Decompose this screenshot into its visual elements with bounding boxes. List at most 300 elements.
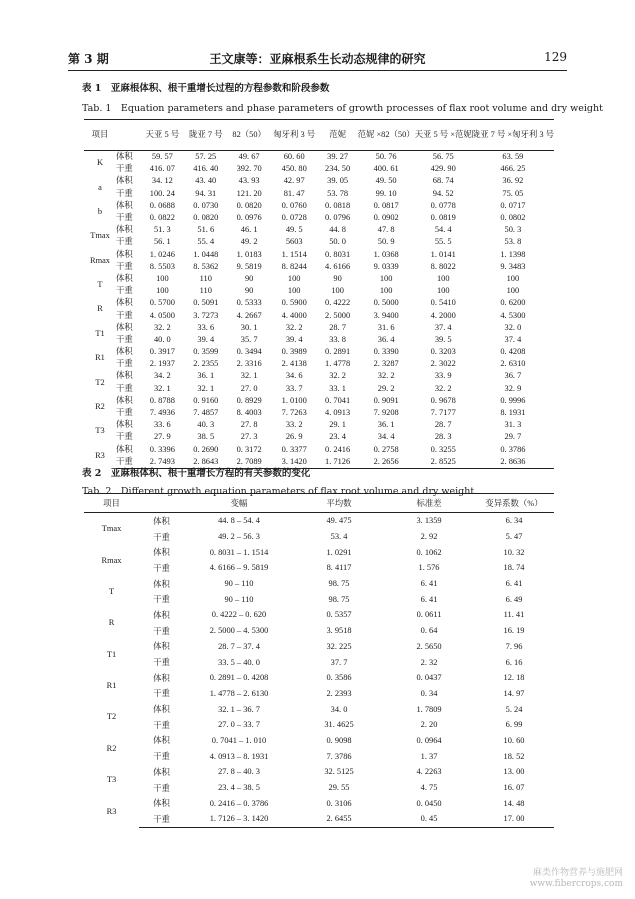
table-row [84, 623, 554, 639]
value-cell: 23. 4 – 38. 5 [218, 783, 260, 793]
value-cell: 0. 0820 [236, 200, 262, 210]
value-cell: 31. 6 [377, 322, 395, 332]
value-cell: 0. 0437 [416, 673, 442, 683]
value-cell: 0. 2690 [193, 444, 219, 454]
value-cell: 55. 4 [197, 237, 215, 247]
value-cell: 2. 2393 [326, 688, 352, 698]
value-cell: 1. 1514 [281, 249, 307, 259]
value-cell: 37. 4 [504, 334, 522, 344]
value-cell: 2. 7089 [227, 456, 270, 469]
value-cell: 39. 27 [327, 152, 349, 162]
value-cell: 63. 59 [502, 152, 524, 162]
value-cell: 32. 9 [504, 383, 522, 393]
value-cell: 27. 0 [240, 383, 258, 393]
table-row [84, 370, 554, 382]
value-cell: 0. 5357 [326, 610, 352, 620]
value-cell: 8. 1931 [500, 408, 526, 418]
value-cell: 0. 8031 – 1. 1514 [209, 547, 269, 557]
value-cell: 0. 0822 [149, 213, 175, 223]
value-cell: 12. 18 [503, 673, 525, 683]
table1-caption-cn: 表 1 亚麻根体积、根干重增长过程的方程参数和阶段参数 [82, 83, 330, 94]
value-cell: 14. 48 [503, 798, 525, 808]
value-cell: 4. 0913 [325, 408, 351, 418]
table-row [84, 560, 554, 576]
value-cell: 94. 31 [195, 188, 217, 198]
param-cell: Tmax [90, 231, 110, 241]
table-row [84, 576, 554, 592]
value-cell: 7. 4857 [193, 408, 219, 418]
value-cell: 0. 3203 [430, 347, 456, 357]
value-cell: 8. 4117 [326, 563, 352, 573]
value-cell: 28. 7 – 37. 4 [218, 641, 260, 651]
value-cell: 32. 1 [197, 383, 215, 393]
table-row [84, 748, 554, 764]
value-cell: 8. 8022 [430, 261, 456, 271]
sub-cell: 体积 [115, 371, 133, 381]
param-cell: T2 [106, 712, 117, 722]
sub-cell: 体积 [153, 767, 170, 777]
sub-cell: 干重 [115, 432, 133, 442]
value-cell: 40. 0 [153, 334, 171, 344]
value-cell: 100. 24 [149, 188, 175, 198]
value-cell: 0. 9678 [430, 395, 456, 405]
value-cell: 2. 8636 [472, 456, 554, 469]
watermark-line2: www.fibercrops.com [529, 879, 623, 889]
sub-cell: 体积 [115, 176, 133, 186]
param-cell: R1 [106, 681, 117, 691]
value-cell: 0. 2891 [325, 347, 351, 357]
value-cell: 3. 1359 [416, 516, 442, 526]
value-cell: 234. 50 [325, 164, 351, 174]
value-cell: 56. 75 [432, 152, 454, 162]
value-cell: 392. 70 [236, 164, 262, 174]
value-cell: 1. 7126 – 3. 1420 [184, 811, 294, 827]
value-cell: 32. 1 [153, 383, 171, 393]
sub-cell: 体积 [115, 395, 133, 405]
table-row [84, 334, 554, 346]
param-cell: R3 [95, 450, 105, 460]
value-cell: 1. 0141 [430, 249, 456, 259]
value-cell: 43. 40 [195, 176, 217, 186]
value-cell: 10. 60 [503, 735, 525, 745]
header-cell: 范妮 ×82（50） [358, 120, 415, 151]
value-cell: 2. 6455 [294, 811, 384, 827]
value-cell: 0. 0902 [373, 213, 399, 223]
header-rule [68, 70, 567, 71]
value-cell: 50. 0 [329, 237, 346, 247]
sub-cell: 体积 [115, 225, 133, 235]
header-cell: 82（50） [227, 120, 270, 151]
sub-cell: 干重 [115, 408, 133, 418]
table-row [84, 444, 554, 456]
param-cell: K [96, 158, 104, 168]
value-cell: 28. 7 [434, 420, 452, 430]
value-cell: 1. 1398 [500, 249, 526, 259]
value-cell: 100 [331, 286, 344, 296]
value-cell: 8. 8244 [281, 261, 307, 271]
value-cell: 416. 40 [193, 164, 219, 174]
table-row [84, 212, 554, 224]
value-cell: 18. 52 [503, 751, 525, 761]
header-cell: 平均数 [294, 494, 384, 513]
value-cell: 28. 3 [434, 432, 452, 442]
value-cell: 1. 0100 [281, 395, 307, 405]
value-cell: 0. 0976 [236, 213, 262, 223]
param-cell: R1 [95, 353, 105, 363]
sub-cell: 体积 [115, 200, 133, 210]
value-cell: 68. 74 [432, 176, 454, 186]
value-cell: 17. 00 [474, 811, 554, 827]
watermark [530, 868, 623, 890]
table-row [84, 670, 554, 686]
value-cell: 100 [156, 286, 169, 296]
value-cell: 49. 67 [238, 152, 260, 162]
value-cell: 36. 1 [197, 371, 215, 381]
sub-cell: 干重 [153, 563, 170, 573]
value-cell: 2. 5650 [416, 641, 442, 651]
value-cell: 5603 [285, 237, 303, 247]
value-cell: 57. 25 [195, 152, 217, 162]
value-cell: 0. 0450 [416, 798, 442, 808]
value-cell: 33. 5 – 40. 0 [218, 657, 260, 667]
table-row [84, 795, 554, 811]
table-row [84, 395, 554, 407]
value-cell: 6. 34 [505, 516, 523, 526]
value-cell: 2. 2656 [358, 456, 415, 469]
value-cell: 0. 5410 [430, 298, 456, 308]
value-cell: 4. 6166 – 9. 5819 [209, 563, 269, 573]
value-cell: 53. 8 [504, 237, 522, 247]
value-cell: 33. 7 [285, 383, 303, 393]
header-cell: 标准差 [384, 494, 474, 513]
value-cell: 0. 3599 [193, 347, 219, 357]
value-cell: 44. 8 – 54. 4 [218, 516, 260, 526]
value-cell: 7. 3786 [326, 751, 352, 761]
value-cell: 9. 3483 [500, 261, 526, 271]
value-cell: 0. 4208 [500, 347, 526, 357]
value-cell: 4. 75 [420, 783, 438, 793]
value-cell: 0. 64 [420, 626, 438, 636]
table-row [84, 151, 554, 164]
value-cell: 0. 5091 [193, 298, 219, 308]
sub-cell: 干重 [139, 811, 184, 827]
value-cell: 49. 475 [326, 516, 352, 526]
value-cell: 50. 76 [375, 152, 397, 162]
value-cell: 32. 2 [153, 322, 171, 332]
param-cell: R2 [95, 401, 105, 411]
value-cell: 60. 60 [283, 152, 305, 162]
value-cell: 400. 61 [373, 164, 399, 174]
value-cell: 1. 4778 – 2. 6130 [209, 688, 269, 698]
value-cell: 0. 5700 [149, 298, 175, 308]
value-cell: 31. 3 [504, 420, 522, 430]
param-cell: Rmax [89, 255, 110, 265]
value-cell: 450. 80 [281, 164, 307, 174]
value-cell: 0. 0819 [430, 213, 456, 223]
value-cell: 0. 7041 [325, 395, 351, 405]
value-cell: 32. 0 [504, 322, 522, 332]
sub-cell: 干重 [153, 595, 170, 605]
sub-cell: 体积 [153, 579, 170, 589]
value-cell: 10. 32 [503, 547, 525, 557]
table2-caption-en: Tab. 2 Different growth equation parameters of flax root volume and dry weight [82, 486, 475, 497]
sub-cell: 体积 [115, 152, 133, 162]
value-cell: 6. 41 [420, 579, 438, 589]
value-cell: 6. 99 [505, 720, 523, 730]
value-cell: 0. 0817 [373, 200, 399, 210]
value-cell: 34. 4 [377, 432, 395, 442]
value-cell: 29. 1 [329, 420, 346, 430]
sub-cell: 体积 [153, 548, 170, 558]
value-cell: 3. 9518 [326, 626, 352, 636]
value-cell: 5. 47 [505, 532, 523, 542]
sub-cell: 干重 [115, 188, 133, 198]
value-cell: 0. 9160 [193, 395, 219, 405]
value-cell: 98. 75 [328, 594, 350, 604]
table-row [84, 591, 554, 607]
value-cell: 51. 6 [197, 225, 215, 235]
value-cell: 47. 8 [377, 225, 395, 235]
value-cell: 2. 8643 [184, 456, 227, 469]
value-cell: 0. 3390 [373, 347, 399, 357]
table-row [84, 163, 554, 175]
header-cell: 陇亚 7 号 [184, 120, 227, 151]
sub-cell: 干重 [153, 532, 170, 542]
value-cell: 429. 90 [430, 164, 456, 174]
value-cell: 32. 1 – 36. 7 [218, 704, 260, 714]
value-cell: 90 [333, 273, 342, 283]
sub-cell: 干重 [153, 689, 170, 699]
value-cell: 36. 92 [502, 176, 524, 186]
value-cell: 50. 3 [504, 225, 522, 235]
table2-caption-cn: 表 2 亚麻根体积、根干重增长方程的有关参数的变化 [82, 468, 311, 479]
value-cell: 5. 24 [505, 704, 523, 714]
sub-cell: 干重 [115, 334, 133, 344]
header-cell: 天亚 5 号 [141, 120, 184, 151]
value-cell: 0. 0611 [416, 610, 442, 620]
value-cell: 39. 4 [197, 334, 215, 344]
sub-cell: 干重 [115, 383, 133, 393]
value-cell: 40. 3 [197, 420, 215, 430]
value-cell: 121. 20 [236, 188, 262, 198]
value-cell: 49. 2 – 56. 3 [218, 532, 260, 542]
value-cell: 100 [287, 273, 301, 283]
value-cell: 39. 5 [434, 334, 452, 344]
table-row [84, 419, 554, 431]
value-cell: 13. 00 [503, 767, 525, 777]
sub-cell: 体积 [115, 298, 133, 308]
value-cell: 23. 4 [329, 432, 346, 442]
value-cell: 0. 34 [420, 688, 438, 698]
value-cell: 26. 9 [285, 432, 303, 442]
page-number: 129 [544, 50, 567, 64]
value-cell: 1. 0448 [193, 249, 219, 259]
value-cell: 0. 3494 [236, 347, 262, 357]
value-cell: 100 [506, 273, 520, 283]
sub-cell: 体积 [153, 610, 170, 620]
value-cell: 34. 2 [153, 371, 171, 381]
value-cell: 0. 3786 [500, 444, 526, 454]
value-cell: 0. 5000 [373, 298, 399, 308]
value-cell: 11. 41 [503, 610, 525, 620]
value-cell: 0. 9098 [326, 735, 352, 745]
sub-cell: 体积 [153, 799, 170, 809]
value-cell: 1. 0183 [236, 249, 262, 259]
table-row [84, 236, 554, 248]
value-cell: 29. 7 [504, 432, 522, 442]
param-cell: T [97, 280, 103, 290]
sub-cell: 干重 [115, 286, 133, 296]
value-cell: 27. 8 [240, 420, 258, 430]
table-row [84, 513, 554, 529]
value-cell: 36. 4 [377, 334, 395, 344]
param-cell: R2 [106, 743, 117, 753]
value-cell: 44. 8 [329, 225, 346, 235]
table2 [84, 493, 554, 828]
sub-cell: 体积 [153, 736, 170, 746]
table2-header-row [84, 494, 554, 513]
value-cell: 90 [244, 273, 254, 283]
value-cell: 42. 97 [283, 176, 305, 186]
value-cell: 4. 2263 [416, 767, 442, 777]
value-cell: 0. 1062 [416, 547, 442, 557]
value-cell: 100 [436, 273, 450, 283]
value-cell: 7. 9208 [373, 408, 399, 418]
header-cell: 天亚 5 号 ×范妮 [415, 120, 472, 151]
sub-cell: 干重 [153, 752, 170, 762]
value-cell: 1. 37 [420, 751, 438, 761]
sub-cell: 干重 [116, 456, 141, 469]
value-cell: 1. 7809 [416, 704, 442, 714]
table1-header-row [84, 120, 554, 151]
value-cell: 2. 20 [420, 720, 438, 730]
table-row [84, 607, 554, 623]
table1-caption-en: Tab. 1 Equation parameters and phase parameters of growth processes of flax root volume and dry weight [82, 103, 603, 114]
value-cell: 30. 1 [240, 322, 258, 332]
param-cell: T2 [95, 377, 105, 387]
value-cell: 4. 4000 [281, 310, 307, 320]
value-cell: 98. 75 [328, 579, 350, 589]
sub-cell: 干重 [115, 261, 133, 271]
value-cell: 9. 0339 [373, 261, 399, 271]
value-cell: 56. 1 [153, 237, 171, 247]
param-cell: R [108, 618, 115, 628]
value-cell: 0. 7041 – 1. 010 [211, 735, 267, 745]
value-cell: 59. 57 [151, 152, 173, 162]
value-cell: 29. 55 [328, 783, 350, 793]
header-cell: 项目 [84, 120, 116, 151]
value-cell: 33. 6 [197, 322, 215, 332]
value-cell: 36. 1 [377, 420, 395, 430]
table-row [84, 285, 554, 297]
sub-cell: 体积 [115, 273, 133, 283]
value-cell: 0. 0802 [500, 213, 526, 223]
header-cell: 陇亚 7 号 ×匈牙利 3 号 [472, 120, 554, 151]
value-cell: 34. 6 [285, 371, 303, 381]
table-row [84, 175, 554, 187]
param-cell: T3 [106, 775, 117, 785]
value-cell: 1. 7126 [318, 456, 358, 469]
value-cell: 16. 19 [503, 626, 525, 636]
sub-cell: 体积 [115, 420, 133, 430]
value-cell: 53. 78 [327, 188, 349, 198]
value-cell: 0. 0717 [500, 200, 526, 210]
table-row [84, 273, 554, 285]
table1 [84, 119, 554, 469]
value-cell: 2. 4138 [281, 359, 307, 369]
sub-cell: 干重 [115, 359, 133, 369]
param-cell: T [108, 586, 115, 596]
table-row [84, 297, 554, 309]
value-cell: 2. 1937 [149, 359, 175, 369]
table-row [84, 544, 554, 560]
value-cell: 0. 0796 [325, 213, 351, 223]
table-row [84, 733, 554, 749]
value-cell: 466. 25 [500, 164, 526, 174]
value-cell: 27. 8 – 40. 3 [218, 767, 260, 777]
value-cell: 6. 41 [505, 579, 523, 589]
value-cell: 1. 576 [418, 563, 440, 573]
value-cell: 51. 3 [153, 225, 171, 235]
value-cell: 0. 5333 [236, 298, 262, 308]
value-cell: 32. 2 [329, 371, 346, 381]
value-cell: 0. 2758 [373, 444, 399, 454]
value-cell: 4. 2000 [430, 310, 456, 320]
value-cell: 2. 2355 [193, 359, 219, 369]
header-cell: 匈牙利 3 号 [271, 120, 318, 151]
table-row [84, 764, 554, 780]
value-cell: 2. 6310 [500, 359, 526, 369]
value-cell: 0. 0688 [149, 200, 175, 210]
value-cell: 99. 10 [375, 188, 397, 198]
value-cell: 2. 8525 [415, 456, 472, 469]
value-cell: 37. 4 [434, 322, 452, 332]
value-cell: 4. 6166 [325, 261, 351, 271]
value-cell: 0. 0820 [193, 213, 219, 223]
value-cell: 7. 4936 [149, 408, 175, 418]
value-cell: 49. 50 [375, 176, 397, 186]
value-cell: 1. 4778 [325, 359, 351, 369]
table-row [84, 383, 554, 395]
value-cell: 2. 7493 [141, 456, 184, 469]
value-cell: 100 [156, 273, 169, 283]
sub-cell: 体积 [115, 444, 133, 454]
value-cell: 4. 0913 – 8. 1931 [209, 751, 269, 761]
table-row [84, 224, 554, 236]
value-cell: 50. 9 [377, 237, 395, 247]
value-cell: 38. 5 [197, 432, 215, 442]
value-cell: 0. 0730 [193, 200, 219, 210]
sub-cell: 体积 [115, 322, 133, 332]
value-cell: 16. 07 [503, 783, 525, 793]
value-cell: 90 – 110 [224, 594, 254, 604]
table-row [84, 639, 554, 655]
value-cell: 0. 0818 [325, 200, 351, 210]
value-cell: 0. 3917 [149, 347, 175, 357]
value-cell: 110 [199, 273, 212, 283]
value-cell: 55. 5 [434, 237, 452, 247]
value-cell: 0. 3586 [326, 673, 352, 683]
value-cell: 1. 0246 [149, 249, 175, 259]
value-cell: 0. 3172 [236, 444, 262, 454]
value-cell: 2. 3287 [373, 359, 399, 369]
value-cell: 100 [379, 286, 393, 296]
running-title: 王文康等：亚麻根系生长动态规律的研究 [209, 52, 426, 66]
value-cell: 0. 3106 [326, 798, 352, 808]
value-cell: 8. 4003 [236, 408, 262, 418]
value-cell: 0. 3989 [281, 347, 307, 357]
header-cell: 变异系数（%） [474, 494, 554, 513]
